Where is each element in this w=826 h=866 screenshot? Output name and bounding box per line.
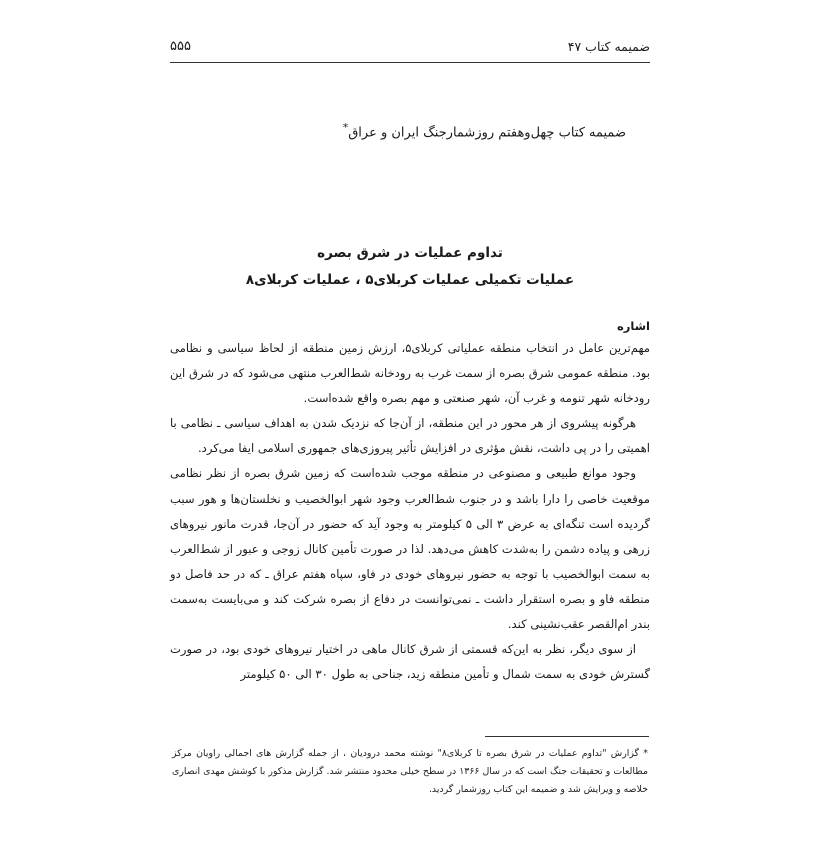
running-header — [170, 39, 650, 61]
body-text — [170, 336, 650, 687]
header-rule — [170, 62, 650, 63]
article-title: تداوم عملیات در شرق بصره — [317, 245, 503, 261]
series-title — [343, 121, 626, 140]
article-subtitle: عملیات تکمیلی عملیات کربلای۵ ، عملیات کربلای۸ — [245, 272, 575, 288]
page-number: ۵۵۵ — [170, 39, 191, 54]
paragraph: از سوی دیگر، نظر به این‌که قسمتی از شرق کانال ماهی در اختیار نیروهای خودی بود، در صورت گسترش خودی به سمت شمال و تأمین منطقه زید، جناحی به طول ۳۰ الی ۵۰ کیلومتر — [170, 642, 650, 682]
footnote-marker: * — [342, 121, 349, 134]
footnote-rule — [485, 736, 649, 737]
footnote: * گزارش "تداوم عملیات در شرق بصره تا کربلای۸" نوشته محمد درودیان ، از جمله گزارش های اجمالی راویان مرکز مطالعات و تحقیقات جنگ است که در سال ۱۳۶۶ در سطح خیلی محدود منتشر شد. گزارش مذکور با کوشش مهدی انصاری خلاصه و ویرایش شد و ضمیمه این کتاب روزشمار گردید. — [172, 748, 648, 795]
section-label: اشاره — [617, 319, 650, 333]
paragraph: هرگونه پیشروی از هر محور در این منطقه، از آن‌جا که نزدیک شدن به اهداف سیاسی ـ نظامی با اهمیتی را در پی داشت، نقش مؤثری در افزایش تأثیر پیروزی‌های جمهوری اسلامی ایفا می‌کرد. — [170, 416, 650, 456]
running-title: ضمیمه کتاب ۴۷ — [567, 39, 650, 54]
paragraph: مهم‌ترین عامل در انتخاب منطقه عملیاتی کربلای۵، ارزش زمین منطقه از لحاظ سیاسی و نظامی بود. منطقه عمومی شرق بصره از سمت غرب به رودخانه شط‌العرب منتهی می‌شود که در شرق این رودخانه شهر تنومه و غرب آن، شهر صنعتی و مهم بصره واقع شده‌است. — [170, 341, 651, 406]
paragraph: وجود موانع طبیعی و مصنوعی در منطقه موجب شده‌است که زمین شرق بصره از نظر نظامی موقعیت خاصی را دارا باشد و در جنوب شط‌العرب وجود شهر ابوالخصیب و نخلستان‌ها و هور سبب گردیده است تنگه‌ای به عرض ۳ الی ۵ کیلومتر به وجود آید که حضور در آن‌جا، قدرت مانور نیروهای زرهی و پیاده دشمن را به‌شدت کاهش می‌دهد. لذا در صورت تأمین کانال زوجی و عبور از شط‌العرب به سمت ابوالخصیب با توجه به حضور نیروهای خودی در فاو، سپاه هفتم عراق ـ که در حد فاصل دو منطقه فاو و بصره استقرار داشت ـ نمی‌توانست در دفاع از بصره شرکت کند و می‌بایست به‌سمت بندر ام‌القصر عقب‌نشینی کند. — [170, 466, 650, 632]
series-title-text: ضمیمه کتاب چهل‌وهفتم روزشمارجنگ ایران و عراق — [348, 125, 626, 141]
